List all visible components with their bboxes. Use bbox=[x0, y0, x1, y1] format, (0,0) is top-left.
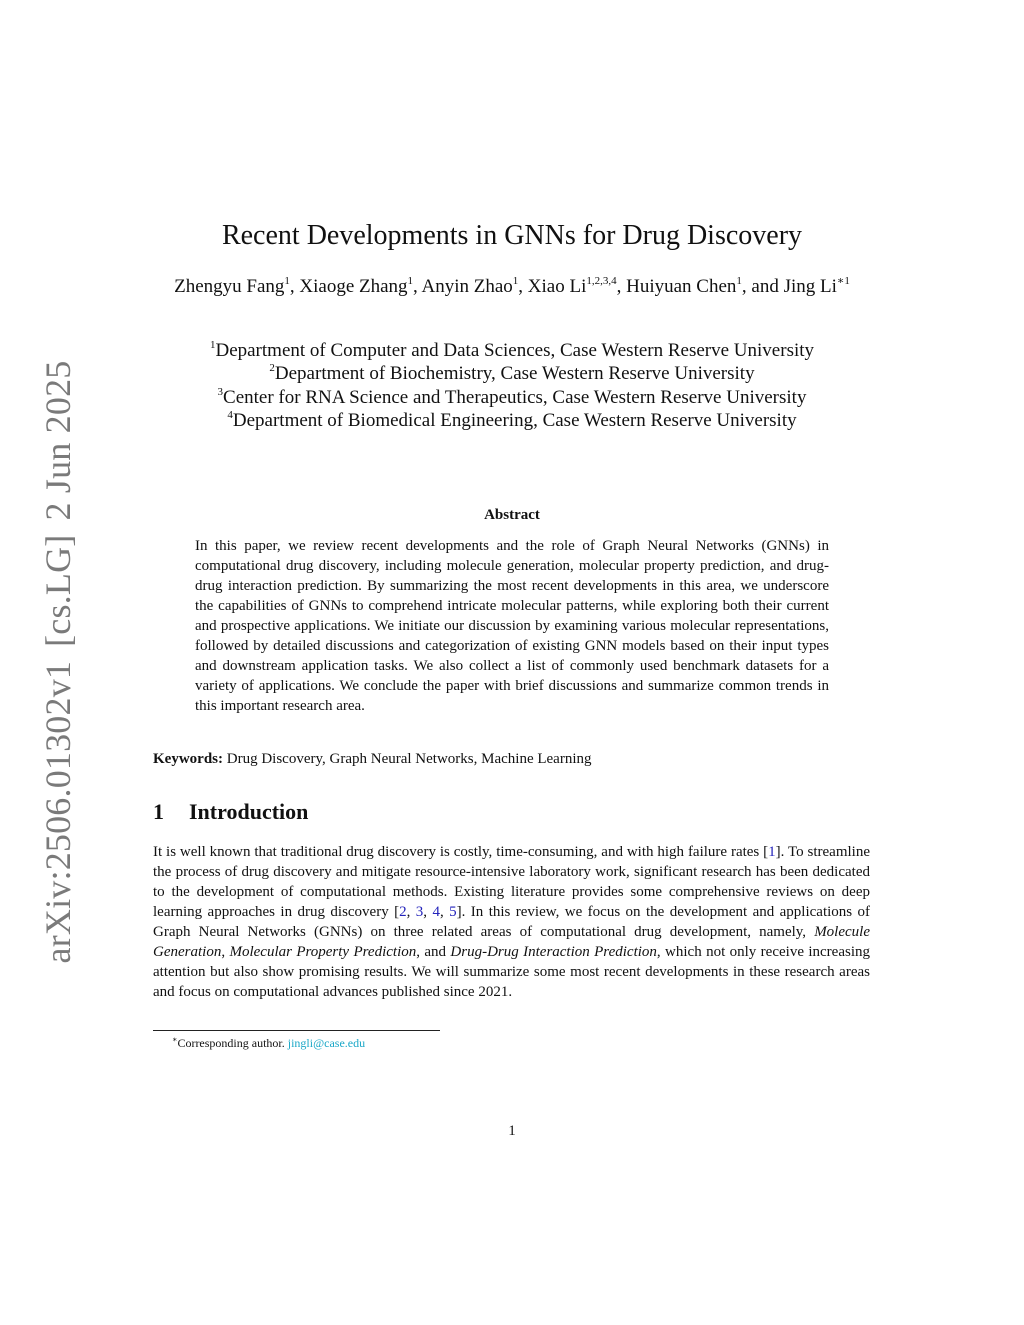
arxiv-category: [cs.LG] bbox=[38, 534, 78, 647]
author: Anyin Zhao$^1$ bbox=[421, 275, 519, 297]
keywords-text: Drug Discovery, Graph Neural Networks, Machine Learning bbox=[226, 751, 592, 767]
arxiv-id: arXiv:2506.01302v1 bbox=[38, 660, 78, 964]
author-list: Zhengyu Fang$^1$, Xiaoge Zhang$^1$, Anyin Zhao$^1$, Xiao Li$^{1,2,3,4}$, Huiyuan Chen$^1$, and Jing $Li^{∗1}$ bbox=[174, 275, 850, 297]
author: and Jing $Li^{∗1}$ bbox=[751, 275, 850, 297]
keywords bbox=[153, 749, 592, 769]
citation-link[interactable]: 4 bbox=[432, 904, 440, 920]
citation-link[interactable]: 2 bbox=[399, 904, 407, 920]
email-link[interactable]: jingli@case.edu bbox=[287, 1036, 366, 1050]
arxiv-stamp bbox=[37, 361, 79, 964]
page-number: 1 bbox=[508, 1123, 516, 1139]
abstract-heading: Abstract bbox=[484, 507, 540, 523]
footnote bbox=[172, 1035, 365, 1051]
footnote-mark: ∗ bbox=[172, 1035, 178, 1044]
affiliations bbox=[0, 339, 1024, 432]
footnote-rule bbox=[153, 1030, 440, 1031]
affiliation: $^1$Department of Computer and Data Sciences, Case Western Reserve University bbox=[209, 339, 815, 361]
introduction-paragraph: It is well known that traditional drug discovery is costly, time-consuming, and with high failure rates [1]. To streamline the process of drug discovery and mitigate resource-intensive laboratory work, significant research has been dedicated to the development of computational methods. Existing literature provides some comprehensive reviews on deep learning approaches in drug discovery [2, 3, 4, 5]. In this review, we focus on the development and applications of Graph Neural Networks (GNNs) on three related areas of computational drug development, namely, Molecule Generation, Molecular Property Prediction, and Drug-Drug Interaction Prediction, which not only receive increasing attention but also show promising results. We will summarize some most recent developments in these research areas and focus on computational advances published since 2021. bbox=[153, 844, 871, 1000]
section-number: 1 bbox=[153, 799, 164, 824]
section-heading bbox=[153, 798, 308, 826]
section-title: Introduction bbox=[189, 799, 309, 824]
footnote-label: Corresponding author. bbox=[177, 1036, 285, 1050]
affiliation: $^3$Center for RNA Science and Therapeutics, Case Western Reserve University bbox=[217, 385, 807, 408]
abstract-text: In this paper, we review recent developments and the role of Graph Neural Networks (GNNs) in computational drug discovery, including molecule generation, molecular property prediction, and drug-drug interaction prediction. By summarizing the most recent developments in this area, we underscore the capabilities of GNNs to comprehend intricate molecular patterns, while exploring both their current and prospective applications. We initiate our discussion by examining various molecular representations, followed by detailed discussions and categorization of existing GNN models based on their input types and downstream application tasks. We also collect a list of commonly used benchmark datasets for a variety of applications. We conclude the paper with brief discussions and summarize common trends in this important research area. bbox=[195, 538, 829, 714]
citation-link[interactable]: 1 bbox=[768, 844, 776, 860]
affiliation: $^2$Department of Biochemistry, Case Western Reserve University bbox=[269, 362, 755, 385]
affiliation: $^4$Department of Biomedical Engineering, Case Western Reserve University bbox=[227, 408, 797, 431]
paper-title: Recent Developments in GNNs for Drug Discovery bbox=[221, 220, 803, 251]
citation-link[interactable]: 3 bbox=[415, 904, 424, 920]
author: Huiyuan Chen$^1$ bbox=[626, 275, 742, 297]
author: Xiaoge Zhang$^1$ bbox=[299, 275, 414, 297]
author: Xiao Li$^{1,2,3,4}$ bbox=[527, 275, 617, 297]
arxiv-date: 2 Jun 2025 bbox=[38, 360, 78, 521]
author: Zhengyu Fang$^1$ bbox=[174, 275, 290, 297]
citation-link[interactable]: 5 bbox=[449, 904, 457, 920]
keywords-label: Keywords: bbox=[153, 751, 223, 767]
